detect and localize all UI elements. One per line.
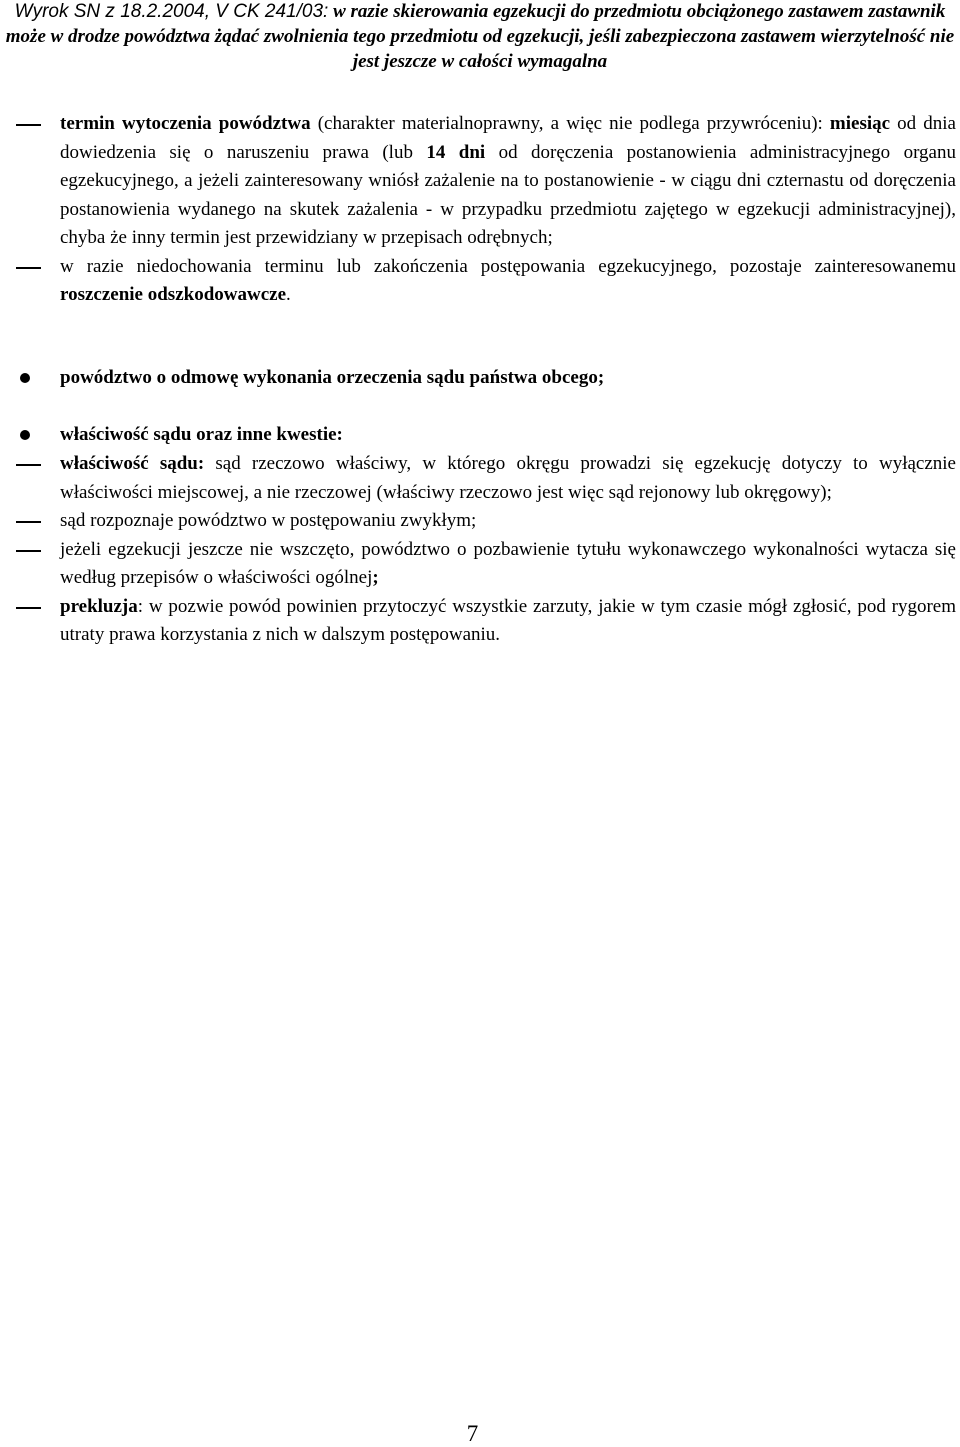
dash-item-enforcement: jeżeli egzekucji jeszcze nie wszczęto, powództwo o pozbawienie tytułu wykonawczego wykonalności wytacza się według przepisów o właściwości ogólnej; [0,536,960,593]
dash-marker [16,450,56,478]
dash-marker [16,507,56,535]
section-deadline [0,110,960,310]
dash-marker [16,253,56,281]
bullet-icon [16,421,56,449]
dash-item-court: właściwość sądu: sąd rzeczowo właściwy, w którego okręgu prowadzi się egzekucję dotyczy to wyłącznie właściwości miejscowej, a nie rzeczowej (właściwy rzeczowo jest więc sąd rejonowy lub okręgowy); [0,450,960,507]
dash-item-deadline: termin wytoczenia powództwa (charakter materialnoprawny, a więc nie podlega przywróceniu): miesiąc od dnia dowiedzenia się o naruszeniu prawa (lub 14 dni od doręczenia postanowienia administracyjnego organu egzekucyjnego, a jeżeli zainteresowany wniósł zażalenie na to postanowienie - w ciągu dni czternastu od doręczenia postanowienia wydanego na skutek zażalenia - w przypadku przedmiotu zajętego w egzekucji administracyjnej), chyba że inny termin jest przewidziany w przepisach odrębnych; [0,110,960,253]
case-citation [0,0,960,74]
bullet-foreign-judgment [0,364,960,393]
bullet-icon [16,364,56,392]
dash-marker [16,593,56,621]
dash-marker [16,536,56,564]
month-bold: miesiąc [829,113,891,134]
page-number: 7 [466,1421,479,1446]
dash-item-procedure: sąd rozpoznaje powództwo w postępowaniu zwykłym; [0,507,960,536]
section-jurisdiction [0,450,960,650]
bullet-item: właściwość sądu oraz inne kwestie: [0,421,960,450]
fourteen-days-bold: 14 dni [426,141,486,163]
dash-marker [16,110,56,138]
dash-item-preclusion: prekluzja: w pozwie powód powinien przytoczyć wszystkie zarzuty, jakie w tym czasie mógł zgłosić, pod rygorem utraty prawa korzystania z nich w dalszym postępowaniu. [0,593,960,650]
term-bold: termin wytoczenia powództwa [60,113,311,134]
citation-body: w razie skierowania egzekucji do przedmiotu obciążonego zastawem zastawnik może w drodze powództwa żądać zwolnienia tego przedmiotu od egzekucji, jeśli zabezpieczona zastawem wierzytelność nie jest jeszcze w całości wymagalna [5,1,955,72]
compensation-bold: roszczenie odszkodowawcze [60,284,287,305]
bullet-jurisdiction [0,421,960,450]
citation-prefix: Wyrok SN z 18.2.2004, V CK 241/03: [14,1,329,22]
jurisdiction-bold: właściwość sądu: [60,453,205,474]
bullet-item: powództwo o odmowę wykonania orzeczenia sądu państwa obcego; [0,364,960,393]
preclusion-bold: prekluzja [60,595,138,617]
dash-item-compensation: w razie niedochowania terminu lub zakończenia postępowania egzekucyjnego, pozostaje zainteresowanemu roszczenie odszkodowawcze. [0,253,960,310]
